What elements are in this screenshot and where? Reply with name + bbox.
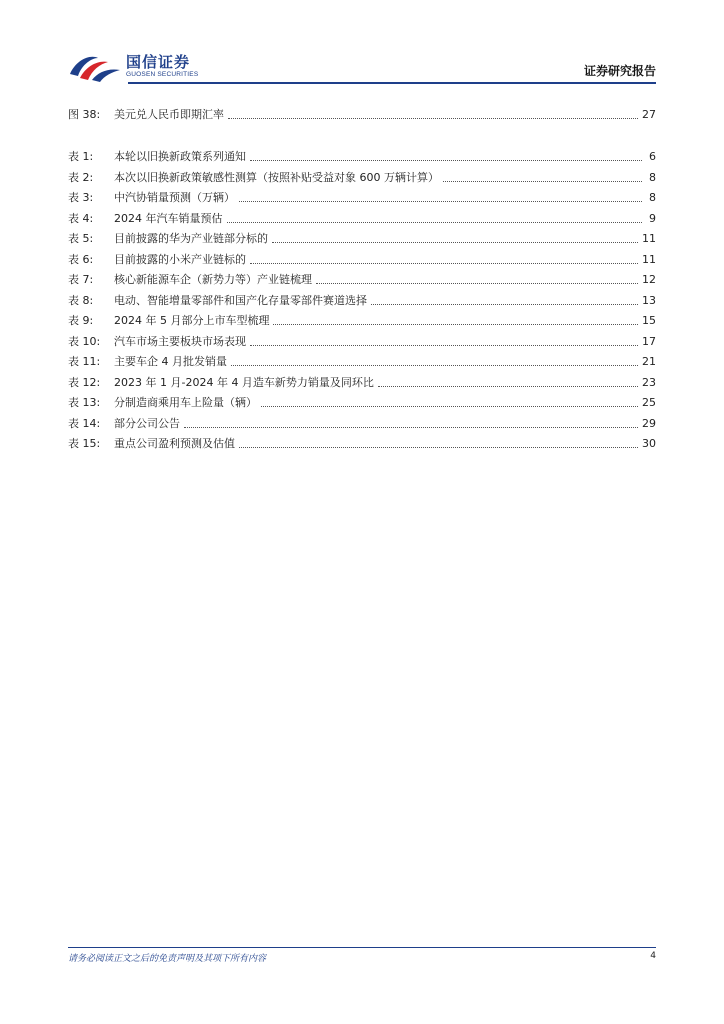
toc-entry-table-10[interactable] [68,328,656,349]
toc-entry-page: 9 [649,211,656,225]
toc-entry-title: 美元兑人民币即期汇率 [114,107,224,121]
toc-entry-page: 8 [649,191,656,204]
footer-disclaimer: 请务必阅读正文之后的免责声明及其项下所有内容 [68,954,267,964]
toc-entry-title: 2023 年 1 月-2024 年 4 月造车新势力销量及同环比 [114,375,374,389]
toc-leader-dots [250,344,638,346]
toc-entry-page: 11 [642,232,656,245]
toc-entry-table-3[interactable] [68,185,656,206]
toc-entry-title: 重点公司盈利预测及估值 [114,437,235,450]
toc-leader-dots [273,323,638,325]
toc-leader-dots [250,262,638,264]
toc-entry-table-15[interactable] [68,431,656,452]
toc-entry-page: 27 [642,107,656,121]
toc-entry-table-6[interactable] [68,246,656,267]
toc-entry-table-7[interactable] [68,267,656,288]
toc-entry-label: 表 7: [68,273,94,286]
toc-entry-table-1[interactable] [68,144,656,165]
toc-leader-dots [184,426,638,428]
toc-entry-label: 表 1: [68,150,94,163]
toc-entry-table-11[interactable] [68,349,656,370]
toc-leader-dots [261,405,638,407]
toc-entry-page: 8 [649,170,656,184]
toc-leader-dots [272,241,638,243]
toc-leader-dots [231,364,638,366]
toc-entry-title: 本轮以旧换新政策系列通知 [114,150,246,163]
toc-entry-title: 2024 年汽车销量预估 [114,211,223,225]
toc-entry-label: 表 12: [68,375,101,389]
toc-entry-title: 2024 年 5 月部分上市车型梳理 [114,314,270,327]
toc-entry-page: 15 [642,314,656,327]
toc-leader-dots [443,180,642,182]
toc-entry-table-5[interactable] [68,226,656,247]
toc-entry-label: 表 8: [68,293,94,307]
toc-entry-title: 电动、智能增量零部件和国产化存量零部件赛道选择 [114,293,367,307]
toc-leader-dots [228,117,638,119]
page-header [68,50,656,86]
toc-entry-table-2[interactable] [68,164,656,185]
toc-entry-label: 图 38: [68,107,101,121]
toc-entry-page: 21 [642,355,656,368]
toc-entry-table-14[interactable] [68,410,656,431]
toc-entry-title: 本次以旧换新政策敏感性测算（按照补贴受益对象 600 万辆计算） [114,170,439,184]
toc-leader-dots [378,385,638,387]
toc-entry-label: 表 9: [68,314,94,327]
guosen-logo-icon [68,52,122,82]
footer-divider [68,947,656,948]
toc-entry-table-9[interactable] [68,308,656,329]
toc-entry-title: 主要车企 4 月批发销量 [114,355,227,368]
toc-entry-title: 分制造商乘用车上险量（辆） [114,396,257,409]
toc-entry-page: 29 [642,416,656,430]
toc-entry-table-13[interactable] [68,390,656,411]
toc-entry-table-12[interactable] [68,369,656,390]
toc-entry-page: 25 [642,396,656,409]
logo-text-en: GUOSEN SECURITIES [126,71,199,78]
toc-entry-page: 30 [642,437,656,450]
toc-entry-page: 13 [642,293,656,307]
toc-entry-title: 中汽协销量预测（万辆） [114,191,235,204]
toc-leader-dots [239,200,642,202]
toc-entry-label: 表 6: [68,252,94,266]
toc-entry-figure-38[interactable] [68,101,656,122]
toc-leader-dots [227,221,643,223]
toc-entry-page: 12 [642,273,656,286]
toc-entry-table-8[interactable] [68,287,656,308]
toc-entry-title: 汽车市场主要板块市场表现 [114,334,246,348]
company-logo [68,50,208,84]
table-of-contents [68,101,656,451]
toc-entry-title: 部分公司公告 [114,416,180,430]
toc-entry-page: 11 [642,252,656,266]
header-divider [128,82,656,84]
toc-leader-dots [250,159,642,161]
toc-entry-label: 表 15: [68,437,101,450]
toc-leader-dots [371,303,638,305]
toc-entry-page: 23 [642,375,656,389]
toc-entry-label: 表 5: [68,232,94,245]
toc-entry-label: 表 13: [68,396,101,409]
toc-entry-title: 目前披露的小米产业链标的 [114,252,246,266]
toc-entry-label: 表 3: [68,191,94,204]
page-number: 4 [650,951,656,961]
toc-entry-title: 核心新能源车企（新势力等）产业链梳理 [114,273,312,286]
report-type-label: 证券研究报告 [583,64,656,78]
toc-entry-label: 表 14: [68,416,101,430]
toc-entry-label: 表 10: [68,334,101,348]
toc-entry-label: 表 2: [68,170,94,184]
toc-entry-table-4[interactable] [68,205,656,226]
toc-entry-label: 表 11: [68,355,101,368]
toc-leader-dots [316,282,638,284]
toc-leader-dots [239,446,638,448]
logo-text-cn: 国信证券 [126,53,191,71]
toc-entry-page: 17 [642,334,656,348]
toc-entry-label: 表 4: [68,211,94,225]
toc-entry-title: 目前披露的华为产业链部分标的 [114,232,268,245]
toc-entry-page: 6 [649,150,656,163]
